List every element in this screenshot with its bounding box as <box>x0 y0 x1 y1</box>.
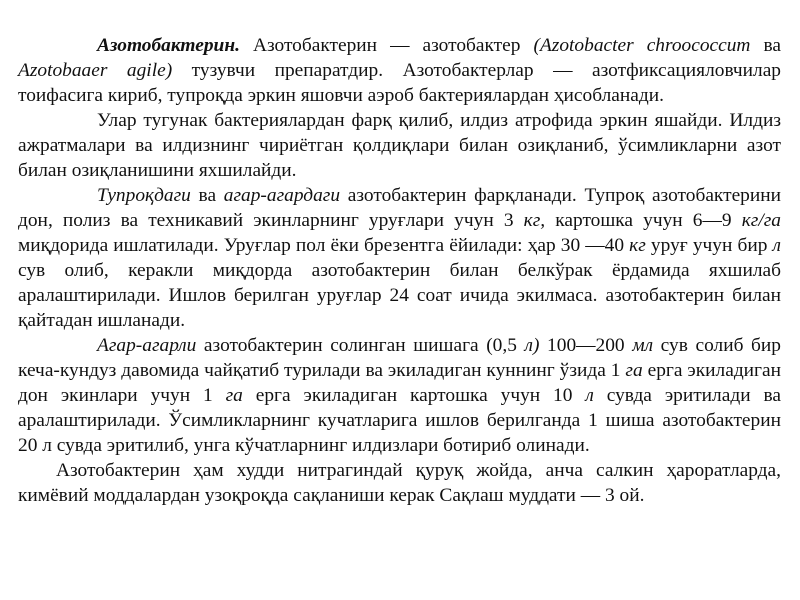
text-run: ерга экиладиган картошка учун 10 <box>242 385 586 406</box>
term-italic: агар-агардаги <box>223 185 341 206</box>
term-italic: Агар-агарли <box>97 335 197 356</box>
unit-italic: кг <box>629 235 646 256</box>
paragraph-storage <box>18 458 781 508</box>
term-italic: Тупроқдаги <box>97 185 191 206</box>
text-run: Азотобактерин ҳам худди нитрагиндай қуруқ жойда, анча салкин ҳароратларда, кимёвий моддалардан узоқроқда сақланиши керак Сақлаш муддати — 3 ой. <box>18 460 781 506</box>
species-name: Azotobaaer agile) <box>18 60 173 81</box>
unit-italic: л <box>585 385 594 406</box>
unit-italic: кг, <box>523 210 546 231</box>
paragraph-azotobacterin-intro <box>18 33 781 108</box>
text-run: сувда эритилади ва аралаштирилади. Ўсимликларнинг кучатларига ишлов берилганда 1 шиша азотобактерин 20 л сувда эритилиб, унга кўчатларнинг илдизлари ботириб олинади. <box>18 385 781 456</box>
unit-italic: га <box>625 360 643 381</box>
text-run: Азотобактерин — азотобактер <box>239 35 534 56</box>
paragraph-agar-usage <box>18 333 781 458</box>
text-run: Улар тугунак бактериялардан фарқ қилиб, илдиз атрофида эркин яшайди. Илдиз ажратмалари ва илдизнинг чириётган қолдиқлари билан озиқланиб, ўсимликларни азот билан озиқланишини яхшилайди. <box>18 110 781 181</box>
text-run: 100—200 <box>539 335 633 356</box>
text-run: сув олиб, керакли миқдорда азотобактерин билан белкўрак ёрдамида яхшилаб аралаштирилади. Ишлов берилган уруғлар 24 соат ичида экилмаса. азотобактерин билан қайтадан ишланади. <box>18 260 781 331</box>
unit-italic: л) <box>524 335 540 356</box>
document-body <box>18 33 781 508</box>
paragraph-root-nutrition <box>18 108 781 183</box>
section-title: Азотобактерин. <box>97 35 240 56</box>
unit-italic: га <box>225 385 243 406</box>
text-run: азотобактерин фарқланади. Тупроқ азотобактерини дон, полиз ва техникавий экинларнинг уруғлари учун 3 <box>18 185 781 231</box>
unit-italic: кг/га <box>741 210 781 231</box>
unit-italic: л <box>772 235 781 256</box>
text-run: картошка учун 6—9 <box>545 210 742 231</box>
text-run: тузувчи препаратдир. Азотобактерлар — азотфиксацияловчилар тоифасига кириб, тупроқда эркин яшовчи аэроб бактериялардан ҳисобланади. <box>18 60 781 106</box>
text-run: ва <box>190 185 224 206</box>
paragraph-soil-agar-types <box>18 183 781 333</box>
text-run: ва <box>750 35 782 56</box>
text-run: уруғ учун бир <box>645 235 773 256</box>
species-name: (Azotobacter chroococcum <box>533 35 751 56</box>
text-run: сув солиб бир кеча-кундуз давомида чайқатиб турилади ва экиладиган куннинг ўзида 1 <box>18 335 781 381</box>
text-run: азотобактерин солинган шишага (0,5 <box>196 335 525 356</box>
text-run: ерга экиладиган дон экинлари учун 1 <box>18 360 781 406</box>
unit-italic: мл <box>632 335 654 356</box>
text-run: миқдорида ишлатилади. Уруғлар пол ёки брезентга ёйилади: ҳар 30 —40 <box>18 235 630 256</box>
